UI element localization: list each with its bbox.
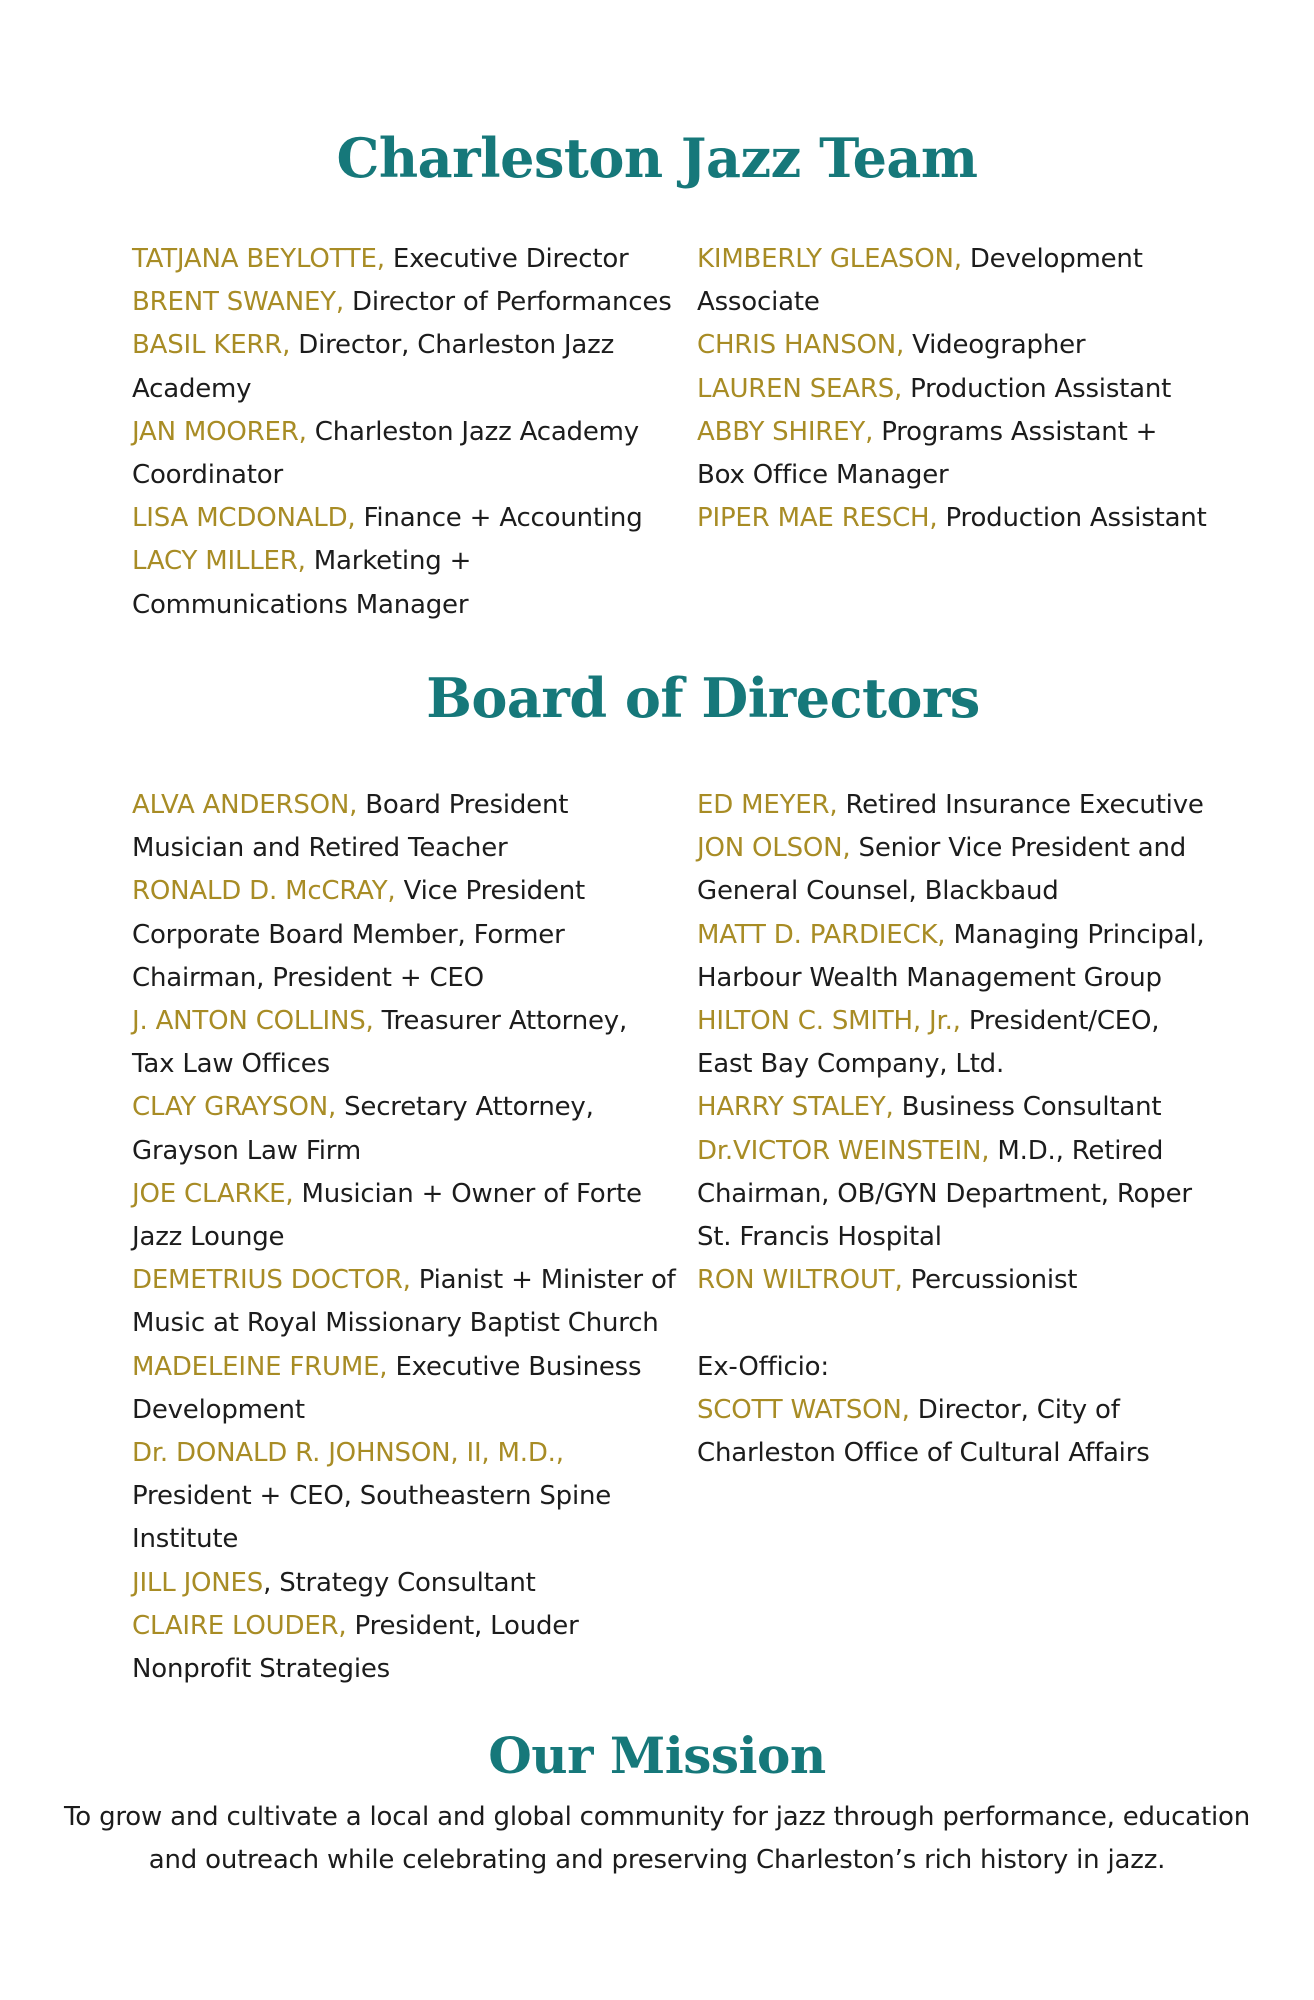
member-role: Percussionist — [902, 1265, 1078, 1296]
team-member — [697, 324, 1207, 367]
member-role: , Strategy Consultant — [263, 1567, 536, 1598]
member-name: ABBY SHIREY, — [697, 416, 874, 447]
board-member — [132, 1086, 677, 1172]
member-role: Executive Director — [384, 244, 629, 274]
board-member — [697, 1259, 1207, 1302]
member-name: MADELEINE FRUME, — [132, 1351, 388, 1382]
member-name: CHRIS HANSON, — [697, 330, 905, 361]
member-role: Pianist + Minister of Music at Royal Missionary Baptist Church — [132, 1265, 676, 1339]
board-member — [132, 1173, 677, 1259]
member-role: Executive Business Development — [132, 1351, 642, 1425]
member-role: Programs Assistant + Box Office Manager — [697, 416, 1158, 491]
member-role: Finance + Accounting — [355, 503, 643, 534]
board-member — [697, 1000, 1207, 1086]
team-heading: Charleston Jazz Team — [336, 126, 978, 190]
member-name: ED MEYER, — [697, 790, 838, 820]
member-name: MATT D. PARDIECK, — [697, 919, 946, 950]
board-member — [132, 870, 677, 1000]
member-name: KIMBERLY GLEASON, — [697, 244, 962, 274]
member-role: President/CEO, East Bay Company, Ltd. — [697, 1006, 1160, 1080]
team-member — [697, 497, 1207, 540]
board-heading: Board of Directors — [426, 666, 980, 730]
team-member — [132, 238, 677, 281]
team-left-column — [132, 238, 677, 627]
board-member — [132, 1000, 677, 1086]
team-right-column — [697, 238, 1207, 540]
member-name: Dr.VICTOR WEINSTEIN, — [697, 1135, 990, 1166]
member-role: Director, City of Charleston Office of Cultural Affairs — [697, 1394, 1150, 1469]
member-name: DEMETRIUS DOCTOR, — [132, 1265, 411, 1296]
board-member — [132, 1259, 677, 1432]
member-name: BASIL KERR, — [132, 330, 291, 361]
member-name: RONALD D. McCRAY, — [132, 876, 396, 907]
member-name: Dr. DONALD R. JOHNSON, II, M.D., — [132, 1438, 564, 1469]
member-name: LAUREN SEARS, — [697, 373, 903, 404]
member-name: JON OLSON, — [697, 833, 851, 864]
ex-officio-label: Ex-Officio: — [697, 1351, 829, 1382]
board-right-column — [697, 784, 1207, 1475]
member-name: J. ANTON COLLINS, — [132, 1006, 374, 1037]
board-member — [697, 914, 1207, 1000]
member-role: Secretary Attorney, Grayson Law Firm — [132, 1092, 594, 1166]
team-member — [132, 497, 677, 540]
spacer — [697, 1302, 1207, 1345]
member-name: HARRY STALEY, — [697, 1092, 894, 1123]
board-member — [697, 1130, 1207, 1260]
member-role: Business Consultant — [893, 1092, 1162, 1123]
mission-statement: To grow and cultivate a local and global community for jazz through performance, education and outreach while celebrating and preserving Charleston’s rich history in jazz. — [64, 1802, 1250, 1875]
member-name: LISA MCDONALD, — [132, 503, 356, 534]
member-role: Vice President Corporate Board Member, Former Chairman, President + CEO — [132, 876, 586, 993]
member-role: Musician + Owner of Forte Jazz Lounge — [132, 1178, 642, 1253]
member-role: Senior Vice President and General Counsel, Blackbaud — [697, 833, 1187, 907]
board-member — [697, 827, 1207, 913]
member-role: Charleston Jazz Academy Coordinator — [132, 416, 639, 491]
member-role: Director of Performances — [343, 287, 672, 318]
member-name: JILL JONES — [132, 1567, 264, 1598]
board-member — [132, 1432, 677, 1562]
member-role: President + CEO, Southeastern Spine Institute — [132, 1481, 612, 1555]
member-role: M.D., Retired Chairman, OB/GYN Department, Roper St. Francis Hospital — [697, 1135, 1192, 1253]
member-role: President, Louder Nonprofit Strategies — [132, 1610, 579, 1685]
team-member — [697, 411, 1207, 497]
member-role: Director, Charleston Jazz Academy — [132, 330, 615, 404]
team-member — [697, 238, 1207, 324]
member-name: CLAIRE LOUDER, — [132, 1610, 347, 1641]
member-name: TATJANA BEYLOTTE, — [132, 244, 385, 274]
member-role: Retired Insurance Executive — [837, 790, 1204, 820]
member-role: Videographer — [904, 330, 1086, 361]
member-name: CLAY GRAYSON, — [132, 1092, 337, 1123]
member-name: PIPER MAE RESCH, — [697, 503, 938, 534]
board-member — [697, 1389, 1207, 1475]
board-member — [697, 784, 1207, 827]
member-role: Treasurer Attorney, Tax Law Offices — [132, 1006, 628, 1080]
member-role: Production Assistant — [902, 373, 1172, 404]
board-member — [132, 784, 677, 870]
team-member — [697, 368, 1207, 411]
member-name: ALVA ANDERSON, — [132, 790, 358, 820]
member-name: BRENT SWANEY, — [132, 287, 344, 318]
member-role: Managing Principal, Harbour Wealth Management Group — [697, 919, 1205, 993]
member-role: Development Associate — [697, 244, 1143, 318]
member-name: JOE CLARKE, — [132, 1178, 294, 1209]
member-role: Marketing + Communications Manager — [132, 546, 472, 620]
board-left-column — [132, 784, 677, 1691]
mission-heading: Our Mission — [488, 1726, 826, 1785]
member-name: JAN MOORER, — [132, 416, 307, 447]
member-name: LACY MILLER, — [132, 546, 306, 577]
team-member — [132, 540, 677, 626]
member-name: RON WILTROUT, — [697, 1265, 903, 1296]
member-role: Board President Musician and Retired Teacher — [132, 790, 569, 864]
team-member — [132, 281, 677, 411]
board-member — [132, 1562, 677, 1605]
member-name: SCOTT WATSON, — [697, 1394, 910, 1425]
team-member — [132, 411, 677, 497]
member-role: Production Assistant — [937, 503, 1207, 534]
board-member — [132, 1605, 677, 1691]
board-member — [697, 1086, 1207, 1129]
member-name: HILTON C. SMITH, Jr., — [697, 1006, 961, 1037]
